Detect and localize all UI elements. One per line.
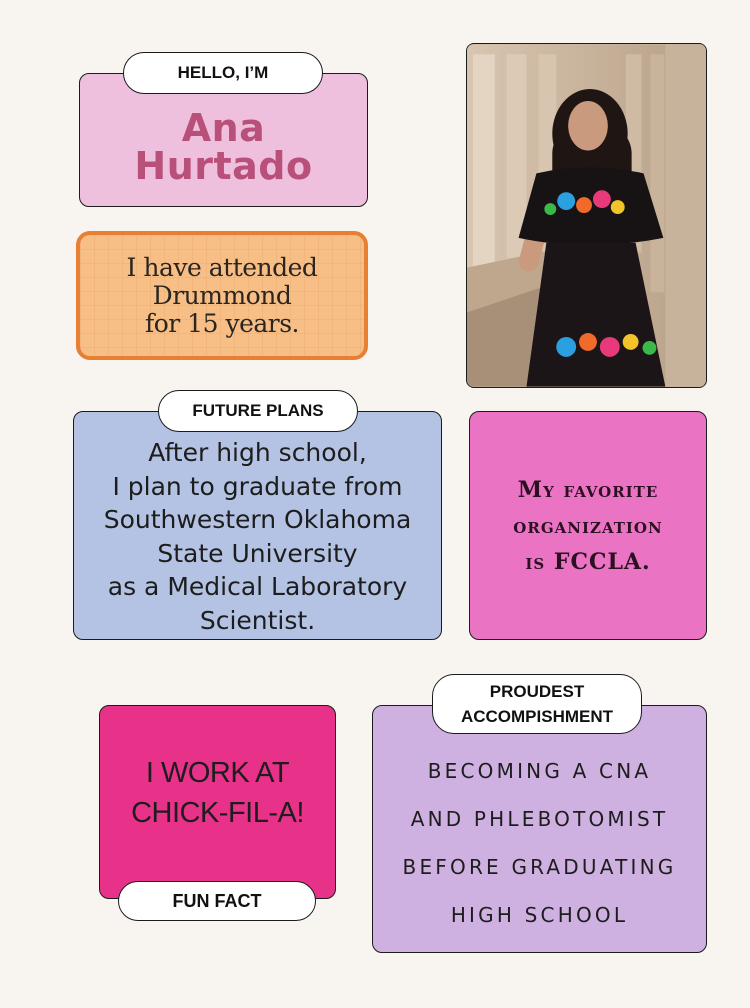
attended-card — [76, 231, 368, 360]
accomplishment-line: BECOMING A CNA — [427, 759, 652, 783]
accomplishment-card — [372, 705, 707, 953]
org-line: My favorite — [517, 476, 659, 503]
attended-line: for 15 years. — [144, 308, 299, 338]
attended-line: I have attended — [126, 252, 318, 282]
portrait-illustration — [467, 43, 706, 388]
plans-line: I plan to graduate from — [112, 471, 403, 501]
attended-line: Drummond — [152, 280, 292, 310]
fun-fact-card — [99, 705, 336, 899]
organization-text — [513, 472, 662, 580]
attended-text — [127, 254, 318, 338]
accomplishment-pill — [432, 674, 642, 734]
future-plans-card — [73, 411, 442, 640]
accomplishment-line: AND PHLEBOTOMIST — [410, 807, 669, 831]
fun-fact-line: I WORK AT — [145, 757, 290, 789]
org-line: organization — [513, 512, 663, 539]
accomplishment-label-line: ACCOMPISHMENT — [460, 707, 614, 726]
accomplishment-line: BEFORE GRADUATING — [402, 855, 677, 879]
fun-fact-text — [131, 753, 304, 833]
full-name — [134, 95, 313, 188]
plans-line: Southwestern Oklahoma — [103, 505, 412, 534]
organization-card — [469, 411, 707, 640]
accomplishment-line: HIGH SCHOOL — [450, 903, 629, 927]
portrait-photo — [466, 43, 707, 388]
plans-line: Scientist. — [199, 605, 316, 635]
first-name: Ana — [181, 106, 266, 150]
plans-line: After high school, — [148, 438, 367, 467]
future-plans-text — [104, 414, 412, 637]
accomplishment-text — [403, 719, 677, 939]
fun-fact-line: CHICK-FIL-A! — [131, 797, 304, 829]
last-name: Hurtado — [134, 144, 313, 188]
future-plans-pill: FUTURE PLANS — [158, 390, 358, 432]
accomplishment-label-line: PROUDEST — [489, 682, 585, 701]
plans-line: as a Medical Laboratory — [107, 572, 408, 601]
plans-line: State University — [157, 538, 358, 568]
fun-fact-pill: FUN FACT — [118, 881, 316, 921]
org-line: is FCCLA. — [525, 548, 651, 575]
greeting-pill: HELLO, I’M — [123, 52, 323, 94]
